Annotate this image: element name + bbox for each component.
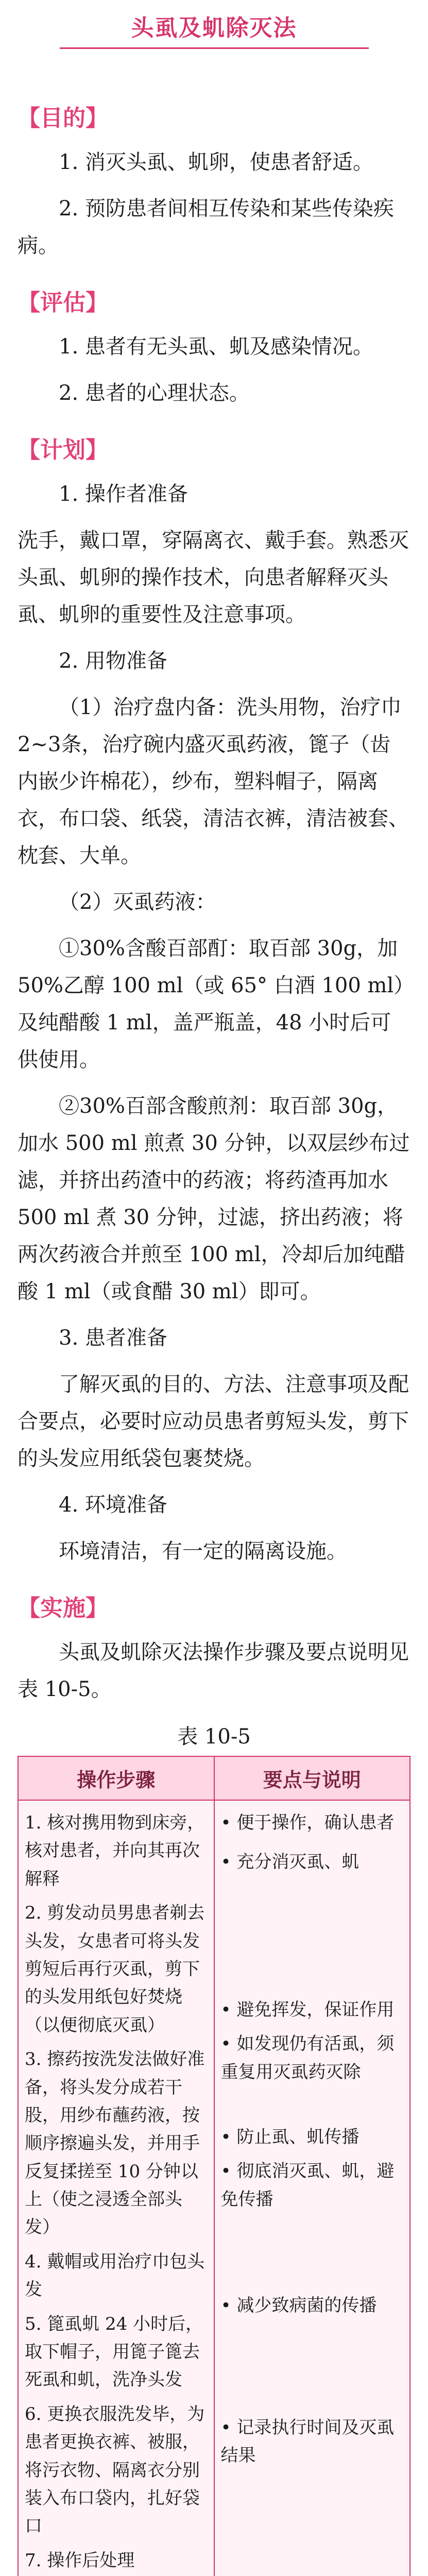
- table-row: [18, 1800, 410, 2576]
- assessment-item-1: 1. 患者有无头虱、虮及感染情况。: [59, 335, 373, 359]
- plan-lotion-a: ①30%含酸百部酊：取百部 30g，加 50%乙醇 100 ml（或 65° 白酒 100 ml）及纯醋酸 1 ml，盖严瓶盖，48 小时后可供使用。: [18, 937, 404, 1072]
- title-underline: [60, 47, 369, 49]
- note-7: • 减少致病菌的传播: [220, 2295, 377, 2316]
- step-6: 6. 更换衣服洗发毕，为患者更换衣裤、被服，将污衣物、隔离衣分别装入布口袋内，扎好袋口: [25, 2403, 205, 2537]
- step-2: 2. 剪发动员男患者剃去头发，女患者可将头发剪短后再行灭虱，剪下的头发用纸包好焚烧（以便彻底灭虱）: [25, 1903, 205, 2036]
- section-plan-heading: 【计划】: [18, 437, 108, 463]
- note-3: • 避免挥发，保证作用: [220, 1999, 395, 2020]
- section-implementation-heading: 【实施】: [18, 1595, 108, 1621]
- page-title: 头虱及虮除灭法: [131, 15, 297, 41]
- implementation-intro: 头虱及虮除灭法操作步骤及要点说明见表 10-5。: [18, 1640, 409, 1701]
- plan-lotion-title: （2）灭虱药液：: [59, 890, 216, 914]
- plan-operator-title: 1. 操作者准备: [59, 482, 188, 506]
- note-6: • 彻底消灭虱、虮，避免传播: [220, 2161, 395, 2210]
- note-4: • 如发现仍有活虱，须重复用灭虱药灭除: [220, 2033, 395, 2082]
- note-2: • 充分消灭虱、虮: [220, 1852, 359, 1873]
- plan-environment-title: 4. 环境准备: [59, 1493, 167, 1517]
- table-header-notes: 要点与说明: [214, 1756, 410, 1800]
- plan-patient-title: 3. 患者准备: [59, 1326, 167, 1350]
- step-3: 3. 擦药按洗发法做好准备，将头发分成若干股，用纱布蘸药液，按顺序擦遍头发，并用手反复揉搓至 10 分钟以上（使之浸透全部头发）: [25, 2049, 205, 2238]
- plan-supplies-tray: （1）治疗盘内备：洗头用物，治疗巾2~3条，治疗碗内盛灭虱药液，篦子（齿内嵌少许棉花），纱布，塑料帽子，隔离衣，布口袋、纸袋，清洁衣裤，清洁被套、枕套、大单。: [18, 696, 409, 868]
- plan-operator-text: 洗手，戴口罩，穿隔离衣、戴手套。熟悉灭头虱、虮卵的操作技术，向患者解释灭头虱、虮卵的重要性及注意事项。: [18, 529, 409, 626]
- step-5: 5. 篦虱虮 24 小时后，取下帽子，用篦子篦去死虱和虮，洗净头发: [25, 2313, 203, 2391]
- plan-lotion-b: ②30%百部含酸煎剂：取百部 30g，加水 500 ml 煎煮 30 分钟，以双层纱布过滤，并挤出药渣中的药液；将药渣再加水 500 ml 煮 30 分钟，过滤，挤出药液；将两次药液合并煎至 100 ml，冷却后加纯醋酸 1 ml（或食醋 30 ml）即可。: [18, 1094, 410, 1303]
- step-1: 1. 核对携用物到床旁，核对患者，并向其再次解释: [25, 1812, 205, 1889]
- note-5: • 防止虱、虮传播: [220, 2126, 359, 2147]
- table-header-row: [18, 1756, 410, 1800]
- step-7: 7. 操作后处理: [25, 2550, 135, 2571]
- purpose-item-2: 2. 预防患者间相互传染和某些传染疾病。: [18, 197, 394, 258]
- steps-table: [18, 1756, 410, 2576]
- table-header-steps: 操作步骤: [18, 1756, 214, 1800]
- title-area: [18, 0, 410, 80]
- assessment-item-2: 2. 患者的心理状态。: [59, 381, 250, 405]
- plan-environment-text: 环境清洁，有一定的隔离设施。: [59, 1539, 347, 1563]
- plan-supplies-title: 2. 用物准备: [59, 649, 167, 673]
- plan-patient-text: 了解灭虱的目的、方法、注意事项及配合要点，必要时应动员患者剪短头发，剪下的头发应用纸袋包裹焚烧。: [18, 1372, 409, 1470]
- purpose-item-1: 1. 消灭头虱、虮卵，使患者舒适。: [59, 150, 373, 174]
- note-8: • 记录执行时间及灭虱结果: [220, 2417, 395, 2466]
- section-assessment-heading: 【评估】: [18, 290, 108, 316]
- step-4: 4. 戴帽或用治疗巾包头发: [25, 2251, 205, 2300]
- notes-cell: [214, 1800, 410, 2576]
- table-caption: 表 10-5: [177, 1725, 251, 1749]
- steps-cell: [18, 1800, 214, 2576]
- note-1: • 便于操作，确认患者: [220, 1812, 395, 1833]
- section-purpose-heading: 【目的】: [18, 105, 108, 131]
